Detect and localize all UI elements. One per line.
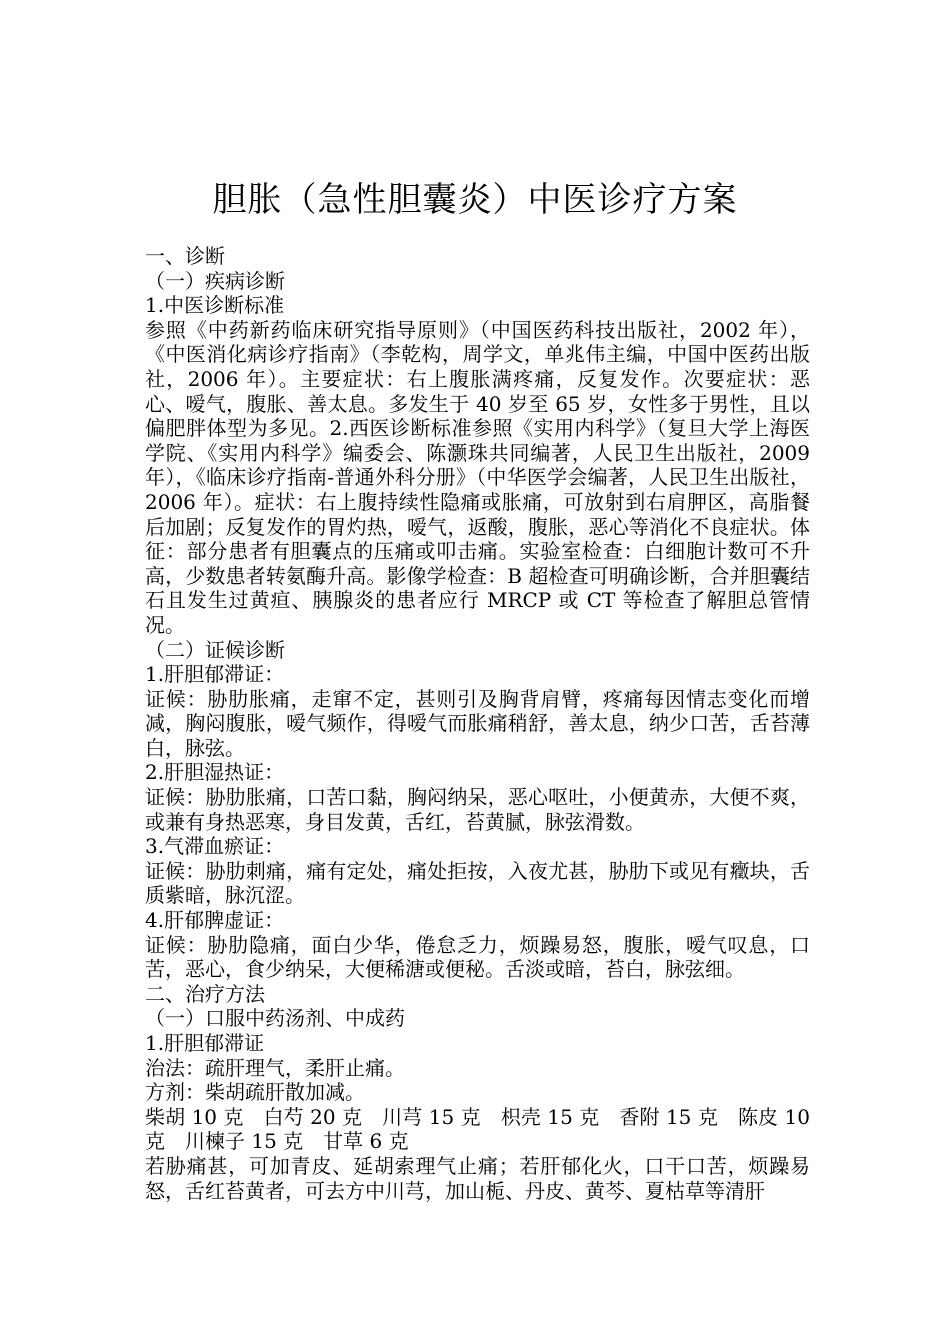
document-title: 胆胀（急性胆囊炎）中医诊疗方案 [212,180,738,220]
item-heading: 3.气滞血瘀证： [145,834,285,859]
body-paragraph: 方剂：柴胡疏肝散加减。 [145,1080,365,1105]
body-paragraph: 证候：胁肋胀痛，口苦口黏，胸闷纳呆，恶心呕吐，小便黄赤，大便不爽，或兼有身热恶寒，身目发黄，舌红，苔黄腻，脉弦滑数。 [145,785,810,834]
item-heading: 2.肝胆湿热证： [145,760,285,785]
section-heading: 二、治疗方法 [145,981,265,1006]
prescription-paragraph: 柴胡 10 克 白芍 20 克 川芎 15 克 枳壳 15 克 香附 15 克 陈皮 10 克 川楝子 15 克 甘草 6 克 [145,1104,810,1154]
body-paragraph: 若胁痛甚，可加青皮、延胡索理气止痛；若肝郁化火，口干口苦，烦躁易怒，舌红苔黄者，可去方中川芎，加山栀、丹皮、黄芩、夏枯草等清肝 [145,1153,810,1203]
document-body [145,244,810,1203]
subsection-heading: （二）证候诊断 [145,637,285,662]
subsection-heading: （一）口服中药汤剂、中成药 [145,1006,405,1031]
body-paragraph: 证候：胁肋隐痛，面白少华，倦怠乏力，烦躁易怒，腹胀，嗳气叹息，口苦，恶心，食少纳呆，大便稀溏或便秘。舌淡或暗，苔白，脉弦细。 [145,932,810,982]
body-paragraph: 证候：胁肋刺痛，痛有定处，痛处拒按，入夜尤甚，胁肋下或见有癥块，舌质紫暗，脉沉涩。 [145,858,810,908]
subsection-heading: （一）疾病诊断 [145,268,285,293]
item-heading: 4.肝郁脾虚证： [145,908,285,933]
body-paragraph: 治法：疏肝理气，柔肝止痛。 [145,1055,405,1080]
item-heading: 1.肝胆郁滞证： [145,662,285,687]
body-paragraph: 证候：胁肋胀痛，走窜不定，甚则引及胸背肩臂，疼痛每因情志变化而增减，胸闷腹胀，嗳气频作，得嗳气而胀痛稍舒，善太息，纳少口苦，舌苔薄白，脉弦。 [145,686,810,760]
item-heading: 1.中医诊断标准 [145,293,285,318]
body-paragraph: 参照《中药新药临床研究指导原则》（中国医药科技出版社，2002 年），《中医消化病诊疗指南》（李乾构，周学文，单兆伟主编，中国中医药出版社，2006 年）。主要症状：右上腹胀满疼痛，反复发作。次要症状：恶心、嗳气，腹胀、善太息。多发生于 40 岁至 65 岁，女性多于男性，且以偏肥胖体型为多见。2.西医诊断标准参照《实用内科学》（复旦大学上海医学院、《实用内科学》编委会、陈灏珠共同编著，人民卫生出版社，2009 年），《临床诊疗指南-普通外科分册》（中华医学会编著，人民卫生出版社，2006 年）。症状：右上腹持续性隐痛或胀痛，可放射到右肩胛区，高脂餐后加剧；反复发作的胃灼热，嗳气，返酸，腹胀，恶心等消化不良症状。体征：部分患者有胆囊点的压痛或叩击痛。实验室检查：白细胞计数可不升高，少数患者转氨酶升高。影像学检查：B 超检查可明确诊断，合并胆囊结石且发生过黄疸、胰腺炎的患者应行 MRCP 或 CT 等检查了解胆总管情况。 [145,317,810,637]
item-heading: 1.肝胆郁滞证 [145,1031,265,1055]
section-heading: 一、诊断 [145,244,225,268]
